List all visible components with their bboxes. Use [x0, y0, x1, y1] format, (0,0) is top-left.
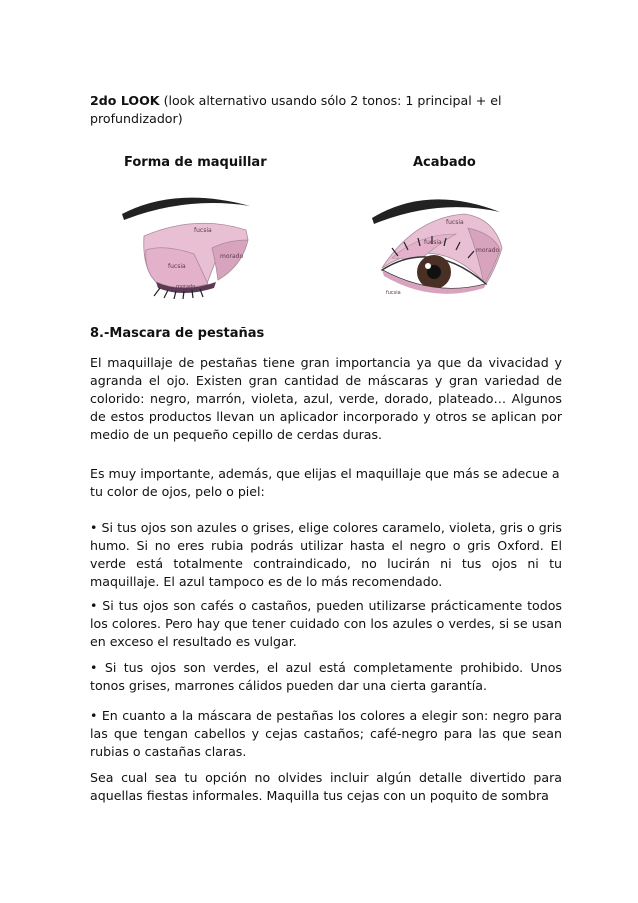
eye-diagram-acabado [368, 188, 508, 306]
look-description: (look alternativo usando sólo 2 tonos: 1 principal + el profundizador) [90, 93, 502, 126]
eyebrow-shape [122, 198, 250, 220]
intro-line [90, 92, 562, 128]
paragraph-mascara-colors: • En cuanto a la máscara de pestañas los colores a elegir son: negro para las que tengan cabellos y cejas castaños; café-negro para las que sean rubias o castañas claras. [90, 708, 562, 759]
label-fucsia-lower: fucsia [168, 263, 186, 270]
paragraph-blue-eyes: • Si tus ojos son azules o grises, elige colores caramelo, violeta, gris o gris humo. Si no eres rubia podrás utilizar hasta el negro o gris Oxford. El verde está totalmente contraindicado, no lucirán ni tus ojos ni tu maquillaje. El azul tampoco es de lo más recomendado. [90, 520, 562, 589]
label-fucsia-upper: fucsia [194, 227, 212, 234]
figure-labels [0, 155, 638, 175]
label-fucsia-upper: fucsia [446, 219, 464, 226]
label-fucsia-liner: fucsia [386, 290, 401, 296]
label-morado-side: morado [476, 247, 500, 254]
paragraph-closing: Sea cual sea tu opción no olvides incluir algún detalle divertido para aquellas fiestas informales. Maquilla tus cejas con un poquito de sombra [90, 770, 562, 803]
label-morado-liner: morado [176, 284, 196, 290]
eye-highlight [425, 263, 431, 269]
eye-diagram-forma [116, 188, 256, 300]
paragraph-intro: El maquillaje de pestañas tiene gran importancia ya que da vivacidad y agranda el ojo. Existen gran cantidad de máscaras y gran variedad de colorido: negro, marrón, violeta, azul, verde, dorado, plateado… Algunos de estos productos llevan un aplicador incorporado y otros se aplican por medio de un pequeño cepillo de cerdas duras. [90, 355, 562, 442]
label-fucsia-inner: fucsia [424, 239, 442, 246]
paragraph-green-eyes: • Si tus ojos son verdes, el azul está completamente prohibido. Unos tonos grises, marrones cálidos pueden dar una cierta garantía. [90, 660, 562, 693]
section-heading: 8.-Mascara de pestañas [90, 326, 265, 341]
look-title: 2do LOOK [90, 93, 160, 108]
label-acabado: Acabado [413, 155, 476, 170]
paragraph-brown-eyes: • Si tus ojos son cafés o castaños, pueden utilizarse prácticamente todos los colores. Pero hay que tener cuidado con los azules o verdes, si se usan en exceso el resultado es vulgar. [90, 598, 562, 649]
paragraph-importance: Es muy importante, además, que elijas el maquillaje que más se adecue a tu color de ojos, pelo o piel: [90, 466, 560, 499]
label-forma-de-maquillar: Forma de maquillar [124, 155, 267, 170]
eyelid-morado [212, 240, 248, 280]
label-morado-side: morado [220, 253, 244, 260]
